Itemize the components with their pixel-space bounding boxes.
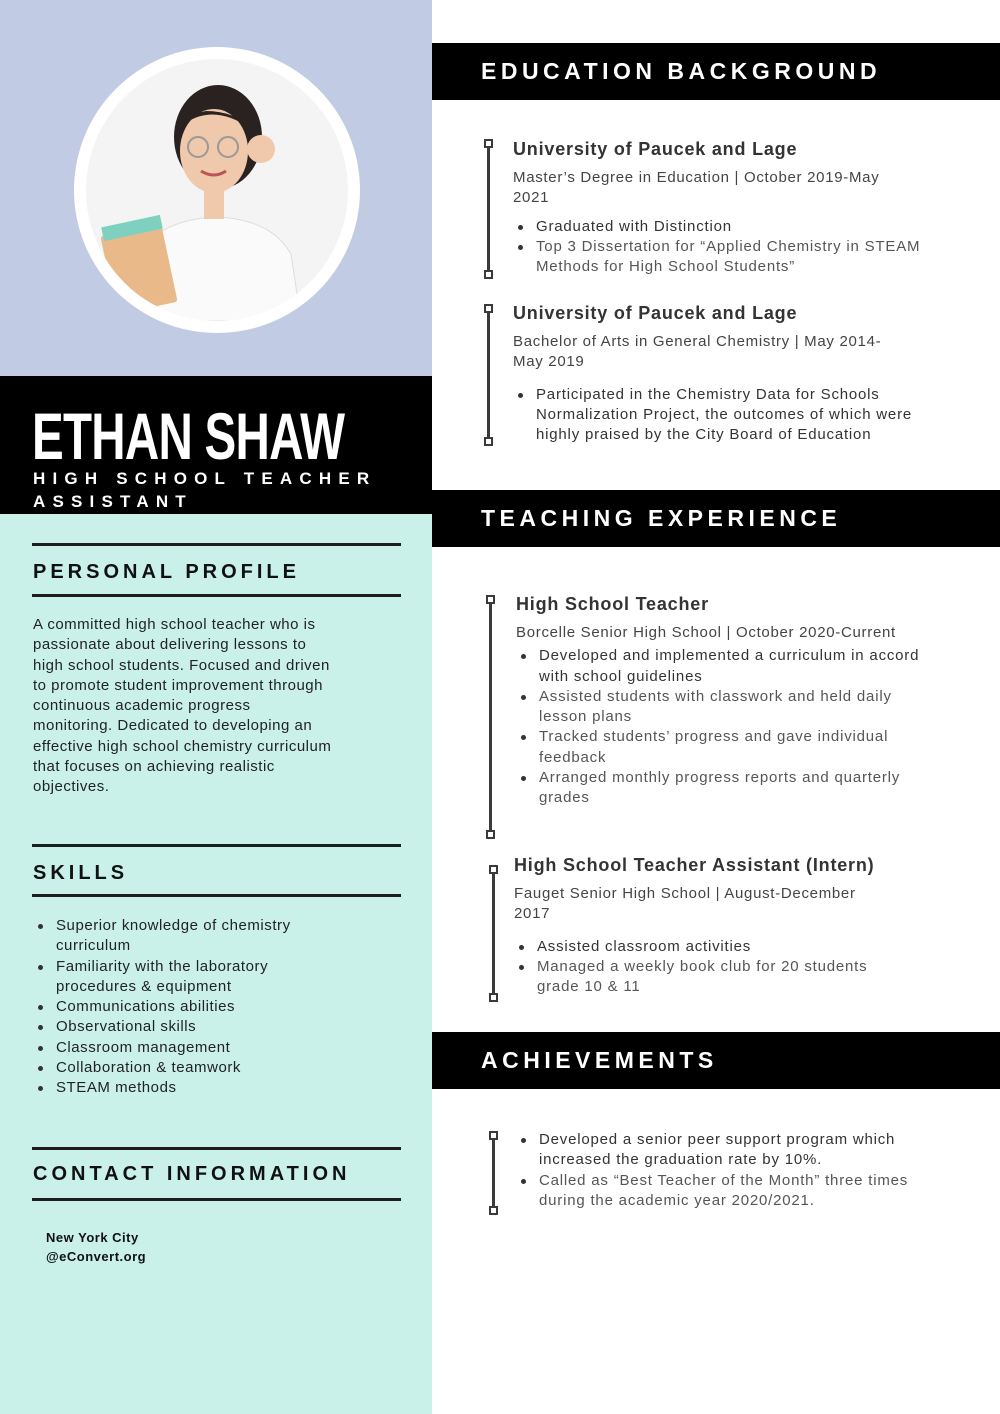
personal-profile-text: A committed high school teacher who is passionate about delivering lessons to high school students. Focused and driven to promote student improvement through continuous academic progress monitoring. Dedicated to developing an effective high school chemistry curriculum that focuses on achieving realistic objectives. [33,616,332,796]
entry-bullet: Participated in the Chemistry Data for Schools Normalization Project, the outcomes of which were highly praised by the City Board of Education [513,385,933,446]
achievements-heading: ACHIEVEMENTS [432,1032,1000,1089]
skill-item: Superior knowledge of chemistry curriculum [33,916,333,957]
divider [32,1147,401,1150]
candidate-name: ETHAN SHAW [32,399,345,473]
entry-title: High School Teacher Assistant (Intern) [514,855,875,875]
contact-location: New York City [46,1230,139,1245]
experience-heading: TEACHING EXPERIENCE [432,490,1000,547]
skill-item: Classroom management [33,1038,333,1058]
profile-photo [74,47,360,333]
entry-subtitle: Fauget Senior High School | August-December 2017 [514,885,856,923]
divider [32,1198,401,1201]
skill-item: Communications abilities [33,997,333,1017]
entry-bullet: Arranged monthly progress reports and quarterly grades [516,768,941,809]
entry-title: University of Paucek and Lage [513,139,798,159]
entry-bullet: Developed and implemented a curriculum in accord with school guidelines [516,646,941,687]
divider [32,894,401,897]
divider [32,543,401,546]
achievement-item: Developed a senior peer support program which increased the graduation rate by 10%. [516,1130,926,1171]
skills-heading: SKILLS [33,862,129,884]
entry-bullet: Tracked students’ progress and gave individual feedback [516,727,941,768]
education-entry [513,303,933,445]
experience-entry [514,855,939,997]
timeline-icon [492,1133,495,1213]
entry-subtitle: Bachelor of Arts in General Chemistry | May 2014-May 2019 [513,333,882,371]
entry-bullet: Graduated with Distinction [513,217,933,237]
skill-item: Collaboration & teamwork [33,1058,333,1078]
personal-profile-heading: PERSONAL PROFILE [33,561,300,583]
timeline-icon [489,597,492,837]
divider [32,594,401,597]
entry-bullet: Managed a weekly book club for 20 students grade 10 & 11 [514,957,884,998]
person-illustration-icon [86,59,348,321]
timeline-icon [487,141,490,277]
entry-subtitle: Master’s Degree in Education | October 2019-May 2021 [513,169,880,207]
entry-subtitle: Borcelle Senior High School | October 2020-Current [516,624,896,641]
entry-title: High School Teacher [516,594,709,614]
entry-bullet: Assisted students with classwork and held daily lesson plans [516,687,941,728]
skills-list [33,916,333,1099]
skill-item: Observational skills [33,1017,333,1037]
timeline-icon [487,306,490,444]
entry-bullet: Assisted classroom activities [514,937,884,957]
experience-entry [516,594,941,809]
skill-item: Familiarity with the laboratory procedures & equipment [33,957,333,998]
education-entry [513,139,933,277]
entry-title: University of Paucek and Lage [513,303,798,323]
education-heading: EDUCATION BACKGROUND [432,43,1000,100]
achievement-item: Called as “Best Teacher of the Month” three times during the academic year 2020/2021. [516,1171,926,1212]
achievements-list [516,1130,926,1211]
contact-heading: CONTACT INFORMATION [33,1163,351,1185]
skill-item: STEAM methods [33,1078,333,1098]
divider [32,844,401,847]
timeline-icon [492,867,495,1000]
contact-handle[interactable]: @eConvert.org [46,1249,147,1264]
candidate-role: HIGH SCHOOL TEACHER ASSISTANT [33,469,377,511]
entry-bullet: Top 3 Dissertation for “Applied Chemistry in STEAM Methods for High School Students” [513,237,933,278]
